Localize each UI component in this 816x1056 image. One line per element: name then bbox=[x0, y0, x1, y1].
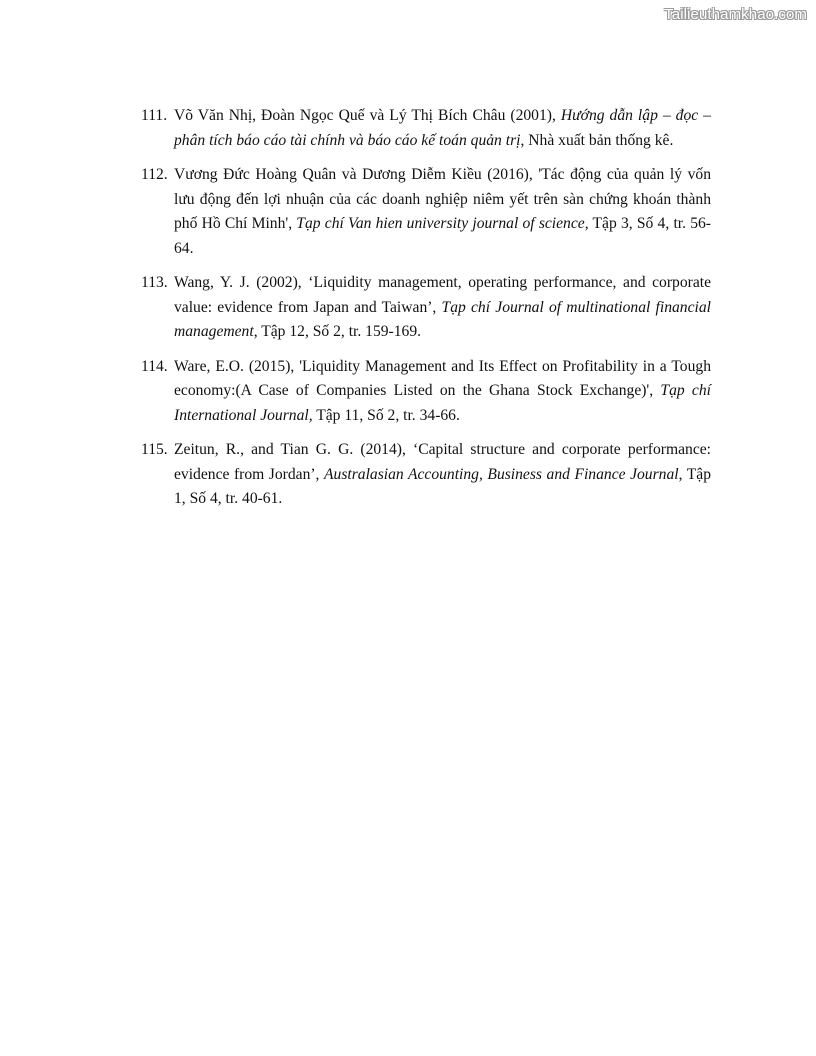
reference-part: Ware, E.O. (2015), 'Liquidity Management and Its Effect on Profitability in a Tough economy:(A Case of Companies Listed on the Ghana Stock Exchange)', bbox=[174, 357, 711, 399]
reference-title: Hướng dẫn lập – đọc – phân tích báo cáo tài chính và báo cáo kế toán quản trị bbox=[174, 107, 711, 149]
reference-part: Wang, Y. J. (2002), ‘Liquidity management, operating performance, and corporate value: evidence from Japan and Taiwan’, bbox=[174, 274, 711, 316]
reference-part: Tập 11, Số 2, tr. 34-66. bbox=[312, 406, 460, 424]
reference-journal: Tạp chí Journal of multinational financial management bbox=[174, 298, 711, 340]
reference-part: Tập 3, Số 4, tr. 56-64. bbox=[174, 215, 712, 257]
reference-item bbox=[141, 355, 711, 429]
reference-text bbox=[174, 358, 711, 424]
reference-item bbox=[141, 163, 711, 261]
reference-part: , Tập 1, Số 4, tr. 40-61. bbox=[174, 465, 711, 507]
reference-item bbox=[141, 104, 711, 153]
reference-journal: Tạp chí Van hien university journal of science, bbox=[296, 215, 589, 232]
reference-journal: Tạp chí International Journal, bbox=[174, 382, 711, 424]
reference-journal: Australasian Accounting, Business and Finance Journal bbox=[324, 465, 679, 483]
reference-text bbox=[174, 107, 711, 149]
reference-number: 113. bbox=[141, 274, 168, 291]
reference-number: 115. bbox=[141, 441, 168, 458]
watermark: Tailieuthamkhao.com bbox=[664, 6, 807, 23]
reference-part: , Nhà xuất bản thống kê. bbox=[520, 131, 674, 149]
reference-part: , Tập 12, Số 2, tr. 159-169. bbox=[253, 323, 422, 340]
reference-text bbox=[174, 274, 711, 340]
reference-item bbox=[141, 271, 711, 345]
reference-number: 111. bbox=[141, 107, 168, 124]
reference-text bbox=[174, 441, 711, 507]
reference-list bbox=[141, 104, 711, 522]
reference-item bbox=[141, 438, 711, 512]
reference-number: 114. bbox=[141, 357, 168, 375]
reference-number: 112. bbox=[141, 166, 168, 183]
reference-text bbox=[174, 166, 711, 257]
reference-part: Vương Đức Hoàng Quân và Dương Diễm Kiều (2016), 'Tác động của quản lý vốn lưu động đến lợi nhuận của các doanh nghiệp niêm yết trên sàn chứng khoán thành phố Hồ Chí Minh', bbox=[174, 166, 711, 232]
reference-part: Zeitun, R., and Tian G. G. (2014), ‘Capital structure and corporate performance: evidence from Jordan’, bbox=[174, 441, 711, 483]
reference-part: Võ Văn Nhị, Đoàn Ngọc Quế và Lý Thị Bích Châu (2001), bbox=[174, 107, 561, 124]
